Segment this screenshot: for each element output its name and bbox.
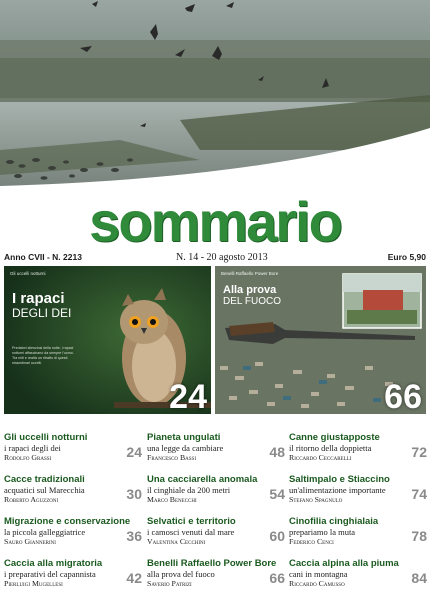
- toc-title: Cacce tradizionali: [4, 474, 85, 485]
- toc-page-number: 66: [269, 570, 285, 586]
- toc-author: Francesco Bassi: [147, 453, 196, 462]
- toc-description: una legge da cambiare: [147, 443, 224, 453]
- toc-description: prepariamo la muta: [289, 527, 356, 537]
- toc-page-number: 30: [126, 486, 142, 502]
- toc-author: Rodolfo Grassi: [4, 453, 52, 462]
- toc-description: i preparativi del capannista: [4, 569, 96, 579]
- issue-info-bar: [4, 252, 426, 266]
- toc-author: Valentina Cecchini: [147, 537, 206, 546]
- toc-description: il cinghiale da 200 metri: [147, 485, 231, 495]
- toc-title: Una cacciarella anomala: [147, 474, 258, 485]
- toc-description: la piccola galleggiatrice: [4, 527, 86, 537]
- toc-title: Migrazione e conservazione: [4, 516, 131, 527]
- toc-item[interactable]: [289, 474, 427, 514]
- toc-author: Riccardo Ceccarelli: [289, 453, 352, 462]
- toc-author: Marco Benecchi: [147, 495, 197, 504]
- feature-shotgun[interactable]: [215, 266, 426, 414]
- toc-title: Selvatici e territorio: [147, 516, 236, 527]
- toc-item[interactable]: [4, 516, 142, 556]
- toc-title: Gli uccelli notturni: [4, 432, 88, 443]
- toc-item[interactable]: [289, 516, 427, 556]
- cover-photo-wetland-birds: [0, 0, 430, 192]
- toc-description: i camosci venuti dal mare: [147, 527, 235, 537]
- toc-item[interactable]: [147, 474, 285, 514]
- toc-author: Riccardo Camusso: [289, 579, 345, 588]
- issue-price: Euro 5,90: [387, 252, 426, 262]
- toc-page-number: 60: [269, 528, 285, 544]
- feature-page-number: 66: [384, 378, 422, 414]
- feature-subtitle: DEL FUOCO: [223, 296, 281, 307]
- feature-kicker: Benelli Raffaello Power Bore: [221, 271, 279, 276]
- toc-title: Caccia alpina alla piuma: [289, 558, 399, 569]
- toc-author: Pierluigi Mugellesi: [4, 579, 63, 588]
- toc-item[interactable]: [4, 558, 142, 598]
- toc-title: Caccia alla migratoria: [4, 558, 103, 569]
- toc-description: un'alimentazione importante: [289, 485, 386, 495]
- toc-description: acquatici sul Marecchia: [4, 485, 85, 495]
- feature-owl[interactable]: [4, 266, 211, 414]
- feature-title: Alla prova: [223, 284, 277, 296]
- toc-item[interactable]: [4, 432, 142, 472]
- toc-page-number: 78: [411, 528, 427, 544]
- toc-page-number: 48: [269, 444, 285, 460]
- wetland-birds-image: [0, 0, 430, 192]
- issue-date: N. 14 - 20 agosto 2013: [176, 252, 268, 263]
- toc-author: Sauro Giannerini: [4, 537, 56, 546]
- page-title: sommario: [89, 190, 341, 253]
- toc-description: alla prova del fuoco: [147, 569, 215, 579]
- toc-page-number: 42: [126, 570, 142, 586]
- table-of-contents: [4, 432, 426, 602]
- toc-author: Roberto Aguzzoni: [4, 495, 59, 504]
- toc-page-number: 36: [126, 528, 142, 544]
- feature-title: I rapaci: [12, 290, 65, 307]
- toc-item[interactable]: [147, 558, 285, 598]
- toc-item[interactable]: [289, 432, 427, 472]
- toc-description: il ritorno della doppietta: [289, 443, 372, 453]
- toc-author: Stefano Spagnulo: [289, 495, 343, 504]
- toc-title: Cinofilia cinghialaia: [289, 516, 379, 527]
- feature-subtitle: DEGLI DEI: [12, 306, 72, 320]
- feature-body-text: Predatori silenziosi della notte, i rapaci notturni affascinano da sempre l'uomo. Tra miti e realtà un ritratto di questi straordinari uccelli.: [12, 346, 74, 365]
- toc-page-number: 72: [411, 444, 427, 460]
- toc-item[interactable]: [4, 474, 142, 514]
- toc-page-number: 24: [126, 444, 142, 460]
- toc-title: Pianeta ungulati: [147, 432, 221, 443]
- toc-title: Saltimpalo e Stiaccino: [289, 474, 390, 485]
- toc-page-number: 84: [411, 570, 427, 586]
- toc-page-number: 74: [411, 486, 427, 502]
- toc-item[interactable]: [147, 516, 285, 556]
- toc-author: Federico Cenci: [289, 537, 334, 546]
- toc-author: Saverio Patrizi: [147, 579, 192, 588]
- toc-title: Canne giustapposte: [289, 432, 380, 443]
- toc-page-number: 54: [269, 486, 285, 502]
- toc-description: i rapaci degli dei: [4, 443, 61, 453]
- feature-page-number: 24: [169, 378, 207, 414]
- toc-item[interactable]: [289, 558, 427, 598]
- feature-kicker: Gli uccelli notturni: [10, 271, 46, 276]
- issue-number: Anno CVII - N. 2213: [4, 252, 82, 262]
- toc-item[interactable]: [147, 432, 285, 472]
- toc-description: cani in montagna: [289, 569, 348, 579]
- toc-title: Benelli Raffaello Power Bore: [147, 558, 277, 569]
